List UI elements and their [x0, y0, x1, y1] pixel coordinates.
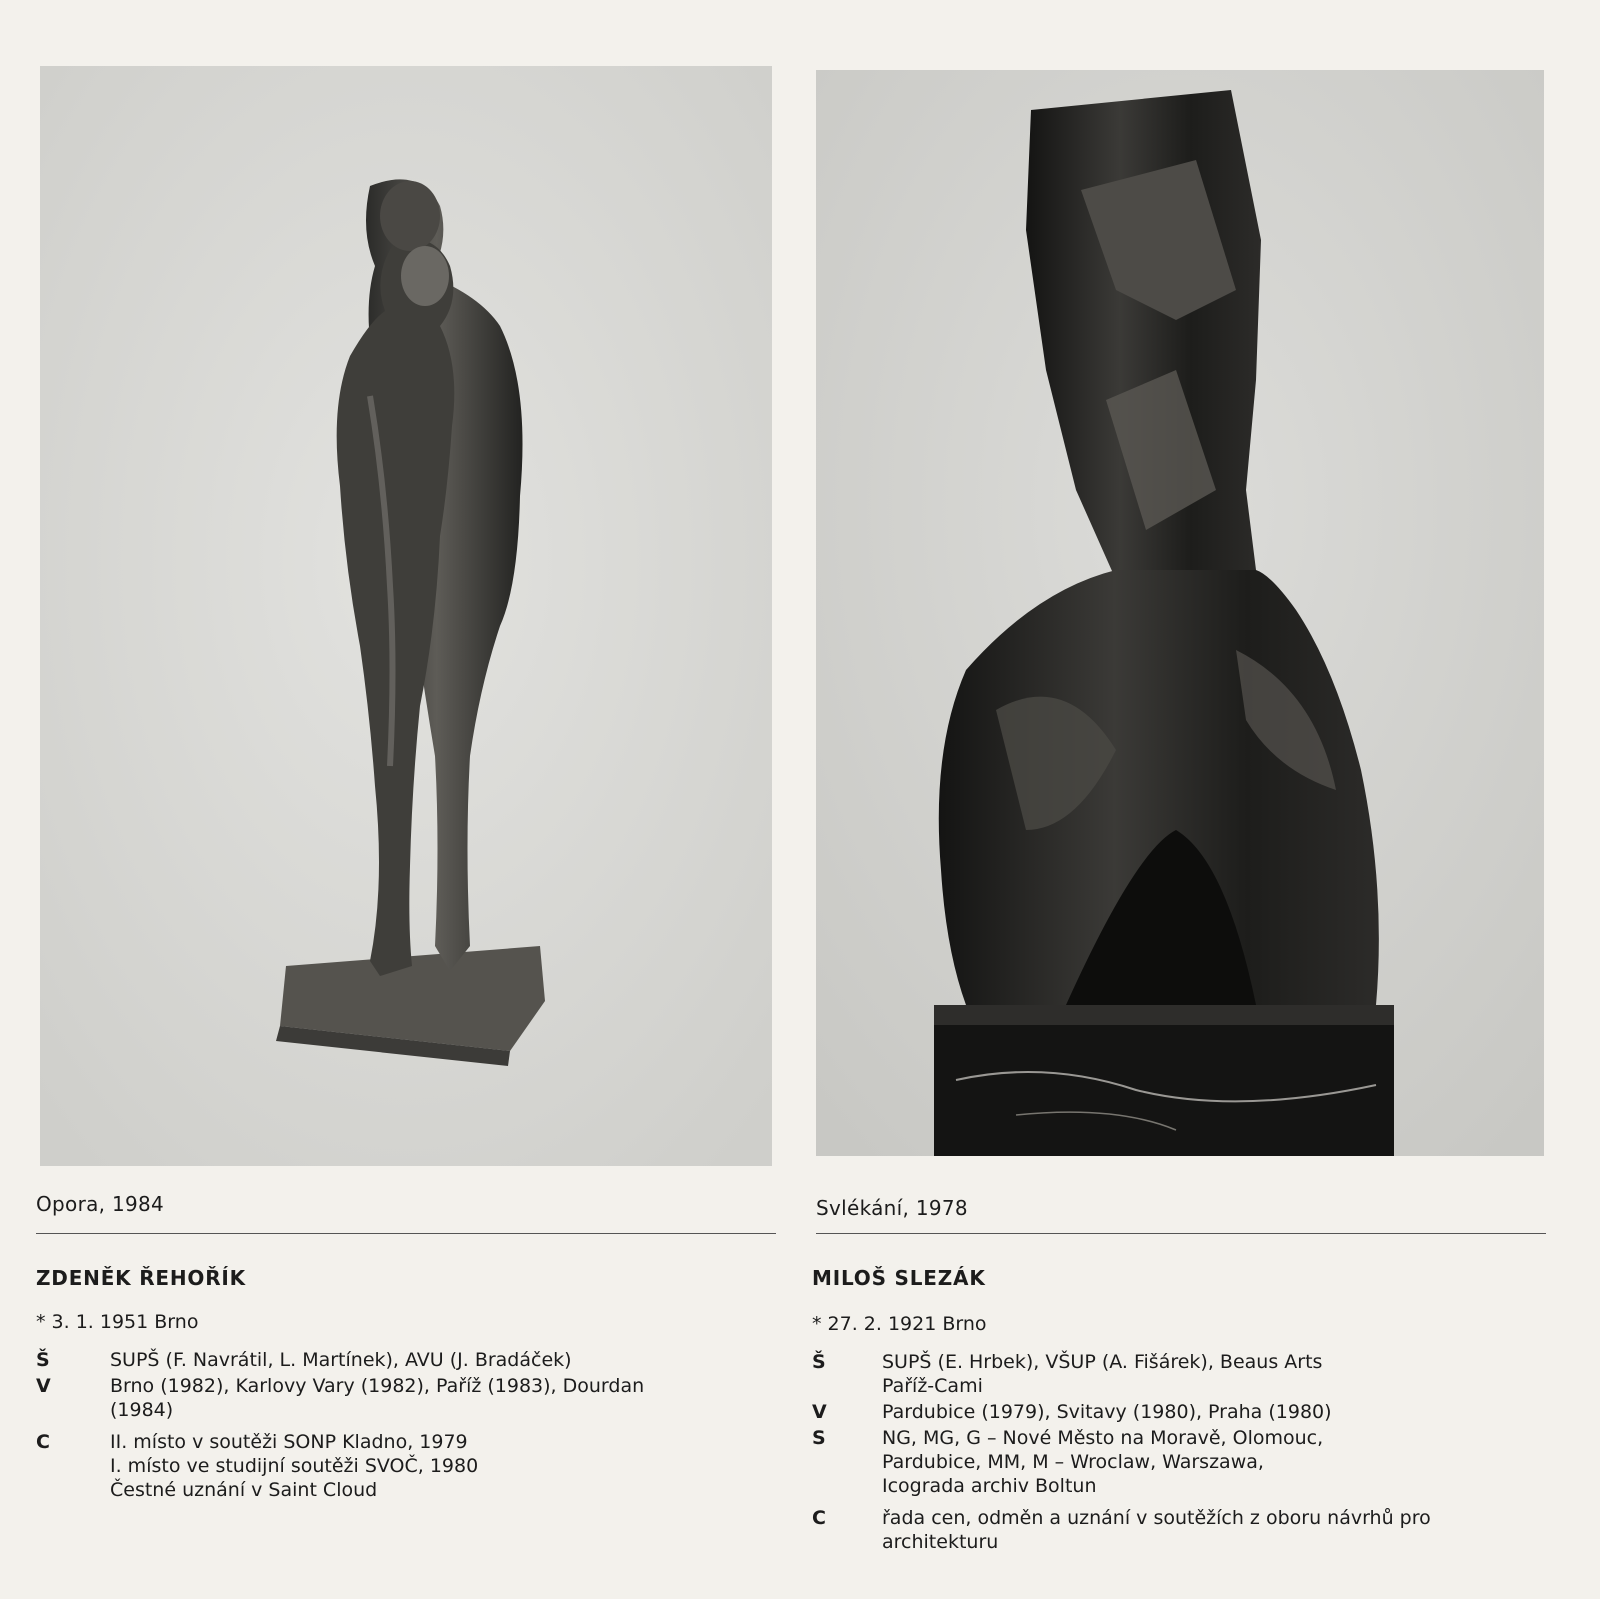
entry-awards	[812, 1506, 1552, 1554]
section-divider-right	[816, 1233, 1546, 1234]
sculpture-photo-svlekani	[816, 70, 1544, 1156]
entry-line: řada cen, odměn a uznání v soutěžích z oboru návrhů pro	[882, 1507, 1431, 1529]
entry-letter: S	[812, 1427, 826, 1449]
entry-line: SUPŠ (F. Navrátil, L. Martínek), AVU (J. Bradáček)	[110, 1349, 572, 1371]
entry-line: NG, MG, G – Nové Město na Moravě, Olomouc,	[882, 1427, 1324, 1449]
entry-exhibitions	[812, 1400, 1552, 1424]
section-divider-left	[36, 1233, 776, 1234]
artist-birth-right: * 27. 2. 1921 Brno	[812, 1313, 987, 1335]
entry-line: SUPŠ (E. Hrbek), VŠUP (A. Fišárek), Beaus Arts	[882, 1351, 1323, 1373]
entry-school	[812, 1350, 1552, 1398]
entry-awards	[36, 1430, 756, 1502]
artist-entries-right	[812, 1350, 1552, 1556]
entry-letter: Š	[812, 1351, 826, 1373]
entry-line: Icograda archiv Boltun	[882, 1475, 1097, 1497]
entry-letter: C	[812, 1507, 826, 1529]
entry-line: Brno (1982), Karlovy Vary (1982), Paříž (1983), Dourdan	[110, 1375, 645, 1397]
photo-caption-right: Svlékání, 1978	[816, 1196, 968, 1220]
artist-birth-left: * 3. 1. 1951 Brno	[36, 1311, 199, 1333]
entry-line: architekturu	[882, 1531, 999, 1553]
photo-caption-left: Opora, 1984	[36, 1192, 165, 1216]
artist-entries-left	[36, 1348, 756, 1504]
entry-line: Pardubice, MM, M – Wroclaw, Warszawa,	[882, 1451, 1264, 1473]
artist-name-right: MILOŠ SLEZÁK	[812, 1266, 986, 1290]
entry-school	[36, 1348, 756, 1372]
entry-line: Čestné uznání v Saint Cloud	[110, 1479, 378, 1501]
entry-line: II. místo v soutěži SONP Kladno, 1979	[110, 1431, 468, 1453]
entry-line: Paříž-Cami	[882, 1375, 983, 1397]
entry-letter: V	[812, 1401, 827, 1423]
entry-line: Pardubice (1979), Svitavy (1980), Praha (1980)	[882, 1401, 1332, 1423]
entry-letter: C	[36, 1431, 50, 1453]
artist-name-left: ZDENĚK ŘEHOŘÍK	[36, 1266, 246, 1290]
sculpture-photo-opora	[40, 66, 772, 1166]
entry-letter: V	[36, 1375, 51, 1397]
entry-letter: Š	[36, 1349, 50, 1371]
entry-line: (1984)	[110, 1399, 174, 1421]
entry-exhibitions	[36, 1374, 756, 1422]
entry-collections	[812, 1426, 1552, 1498]
entry-line: I. místo ve studijní soutěži SVOČ, 1980	[110, 1455, 479, 1477]
